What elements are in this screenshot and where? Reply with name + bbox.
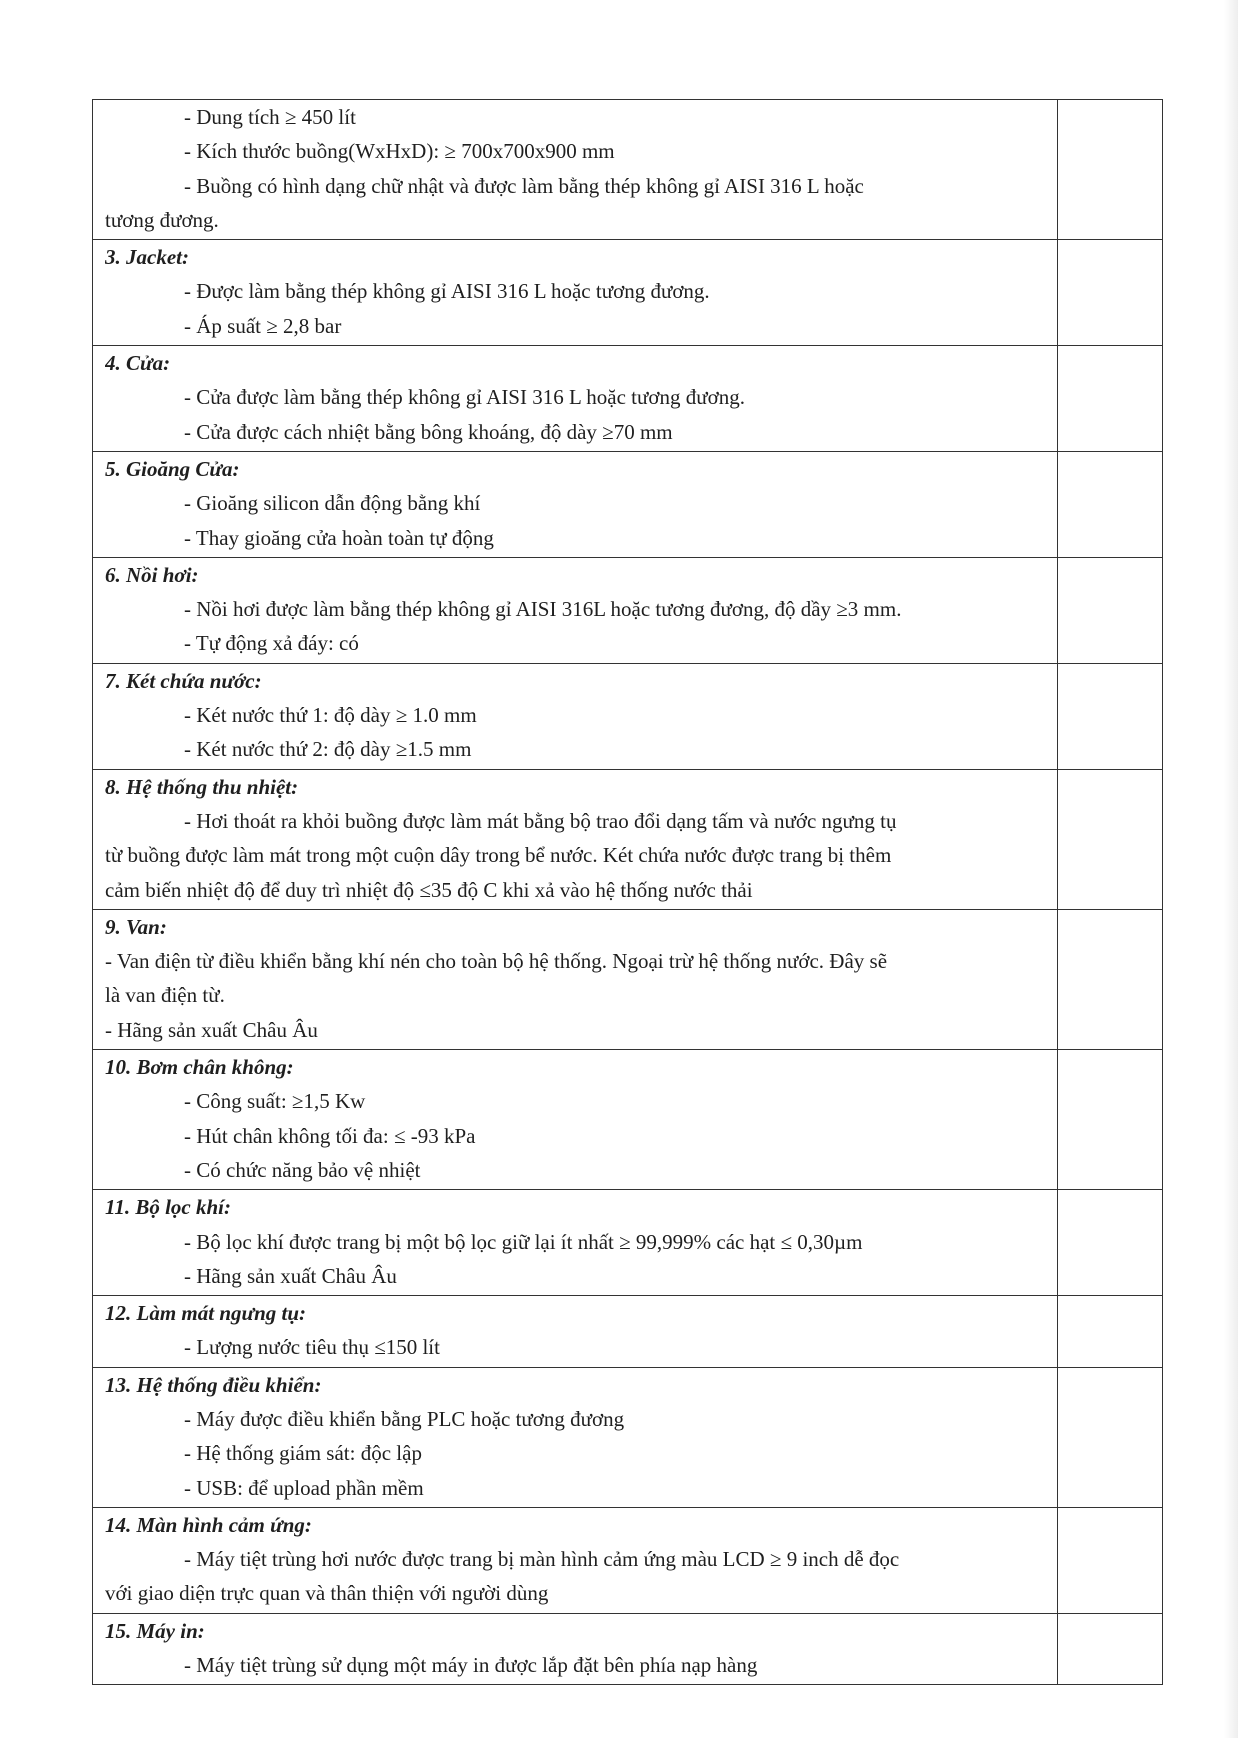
spec-row (93, 1296, 1163, 1368)
spec-description-cell (93, 1613, 1058, 1685)
spec-blank-cell (1058, 1296, 1163, 1368)
spec-description-cell (93, 1296, 1058, 1368)
spec-line: - Két nước thứ 2: độ dày ≥1.5 mm (184, 737, 472, 762)
spec-row (93, 240, 1163, 346)
spec-line: - Hãng sản xuất Châu Âu (105, 1017, 318, 1042)
spec-blank-cell (1058, 100, 1163, 240)
spec-blank-cell (1058, 1050, 1163, 1190)
spec-description-cell (93, 451, 1058, 557)
spec-line: - Được làm bằng thép không gỉ AISI 316 L hoặc tương đương. (184, 279, 710, 304)
spec-section-title: 5. Gioăng Cửa: (105, 456, 240, 481)
spec-section-title: 4. Cửa: (105, 351, 171, 376)
spec-description-cell (93, 1190, 1058, 1296)
spec-row (93, 1367, 1163, 1507)
spec-blank-cell (1058, 346, 1163, 452)
spec-line: - Dung tích ≥ 450 lít (184, 105, 356, 129)
spec-section-title: 11. Bộ lọc khí: (105, 1195, 232, 1220)
spec-row (93, 557, 1163, 663)
spec-line: - Tự động xả đáy: có (184, 631, 359, 656)
spec-line: - Công suất: ≥1,5 Kw (184, 1089, 366, 1114)
spec-line: - Nồi hơi được làm bằng thép không gỉ AISI 316L hoặc tương đương, độ dầy ≥3 mm. (184, 597, 902, 622)
page-edge-shadow (1224, 0, 1238, 1738)
spec-description-cell (93, 769, 1058, 909)
spec-line: - Máy được điều khiển bằng PLC hoặc tương đương (184, 1406, 625, 1431)
spec-line: - Van điện từ điều khiển bằng khí nén cho toàn bộ hệ thống. Ngoại trừ hệ thống nước. Đây sẽ (105, 949, 888, 974)
spec-section-title: 3. Jacket: (105, 245, 189, 270)
spec-line: từ buồng được làm mát trong một cuộn dây trong bể nước. Két chứa nước được trang bị thêm (105, 843, 892, 868)
spec-section-title: 15. Máy in: (105, 1618, 205, 1643)
spec-line: - Máy tiệt trùng sử dụng một máy in được lắp đặt bên phía nạp hàng (184, 1653, 758, 1678)
spec-section-title: 9. Van: (105, 914, 167, 939)
spec-blank-cell (1058, 663, 1163, 769)
spec-line: - Máy tiệt trùng hơi nước được trang bị màn hình cảm ứng màu LCD ≥ 9 inch dễ đọc (184, 1547, 900, 1572)
spec-blank-cell (1058, 451, 1163, 557)
spec-line: - Gioăng silicon dẫn động bằng khí (184, 491, 481, 516)
spec-line: - Hãng sản xuất Châu Âu (184, 1263, 397, 1288)
spec-blank-cell (1058, 769, 1163, 909)
spec-row (93, 769, 1163, 909)
spec-section-title: 14. Màn hình cảm ứng: (105, 1512, 312, 1537)
spec-line: - Hơi thoát ra khỏi buồng được làm mát bằng bộ trao đổi dạng tấm và nước ngưng tụ (184, 808, 897, 833)
spec-blank-cell (1058, 909, 1163, 1049)
spec-section-title: 6. Nồi hơi: (105, 562, 199, 587)
spec-row (93, 1507, 1163, 1613)
spec-description-cell (93, 663, 1058, 769)
spec-line: - Hệ thống giám sát: độc lập (184, 1441, 422, 1466)
spec-row (93, 100, 1163, 240)
spec-line: - Buồng có hình dạng chữ nhật và được làm bằng thép không gỉ AISI 316 L hoặc (184, 173, 864, 198)
spec-description-cell (93, 1507, 1058, 1613)
spec-row (93, 1190, 1163, 1296)
spec-blank-cell (1058, 1190, 1163, 1296)
spec-row (93, 663, 1163, 769)
spec-line: cảm biến nhiệt độ để duy trì nhiệt độ ≤35 độ C khi xả vào hệ thống nước thải (105, 877, 753, 902)
spec-row (93, 909, 1163, 1049)
spec-line: - Hút chân không tối đa: ≤ -93 kPa (184, 1123, 476, 1148)
spec-line: với giao diện trực quan và thân thiện với người dùng (105, 1581, 549, 1606)
spec-line: - Két nước thứ 1: độ dày ≥ 1.0 mm (184, 703, 477, 728)
spec-line: - USB: để upload phần mềm (184, 1475, 424, 1500)
spec-description-cell (93, 1050, 1058, 1190)
specification-table (92, 99, 1163, 1685)
spec-blank-cell (1058, 1507, 1163, 1613)
spec-section-title: 8. Hệ thống thu nhiệt: (105, 774, 299, 799)
spec-section-title: 10. Bơm chân không: (105, 1055, 294, 1080)
spec-section-title: 13. Hệ thống điều khiển: (105, 1372, 322, 1397)
spec-line: là van điện từ. (105, 983, 225, 1008)
spec-description-cell (93, 346, 1058, 452)
spec-row (93, 346, 1163, 452)
spec-description-cell (93, 1367, 1058, 1507)
spec-section-title: 7. Két chứa nước: (105, 668, 262, 693)
spec-blank-cell (1058, 557, 1163, 663)
spec-line: - Bộ lọc khí được trang bị một bộ lọc giữ lại ít nhất ≥ 99,999% các hạt ≤ 0,30µm (184, 1229, 863, 1254)
spec-description-cell (93, 557, 1058, 663)
spec-line: - Thay gioăng cửa hoàn toàn tự động (184, 525, 494, 550)
spec-line: - Cửa được làm bằng thép không gỉ AISI 316 L hoặc tương đương. (184, 385, 745, 410)
spec-row (93, 1050, 1163, 1190)
spec-blank-cell (1058, 240, 1163, 346)
spec-line: - Lượng nước tiêu thụ ≤150 lít (184, 1335, 440, 1360)
spec-blank-cell (1058, 1613, 1163, 1685)
spec-line: tương đương. (105, 207, 219, 232)
spec-line: - Áp suất ≥ 2,8 bar (184, 313, 342, 338)
spec-blank-cell (1058, 1367, 1163, 1507)
spec-line: - Cửa được cách nhiệt bằng bông khoáng, độ dày ≥70 mm (184, 419, 673, 444)
spec-row (93, 451, 1163, 557)
spec-line: - Có chức năng bảo vệ nhiệt (184, 1157, 421, 1182)
spec-line: - Kích thước buồng(WxHxD): ≥ 700x700x900 mm (184, 139, 615, 164)
spec-description-cell (93, 240, 1058, 346)
spec-section-title: 12. Làm mát ngưng tụ: (105, 1301, 307, 1326)
spec-row (93, 1613, 1163, 1685)
spec-description-cell (93, 100, 1058, 240)
spec-description-cell (93, 909, 1058, 1049)
specification-table-body (93, 100, 1163, 1685)
